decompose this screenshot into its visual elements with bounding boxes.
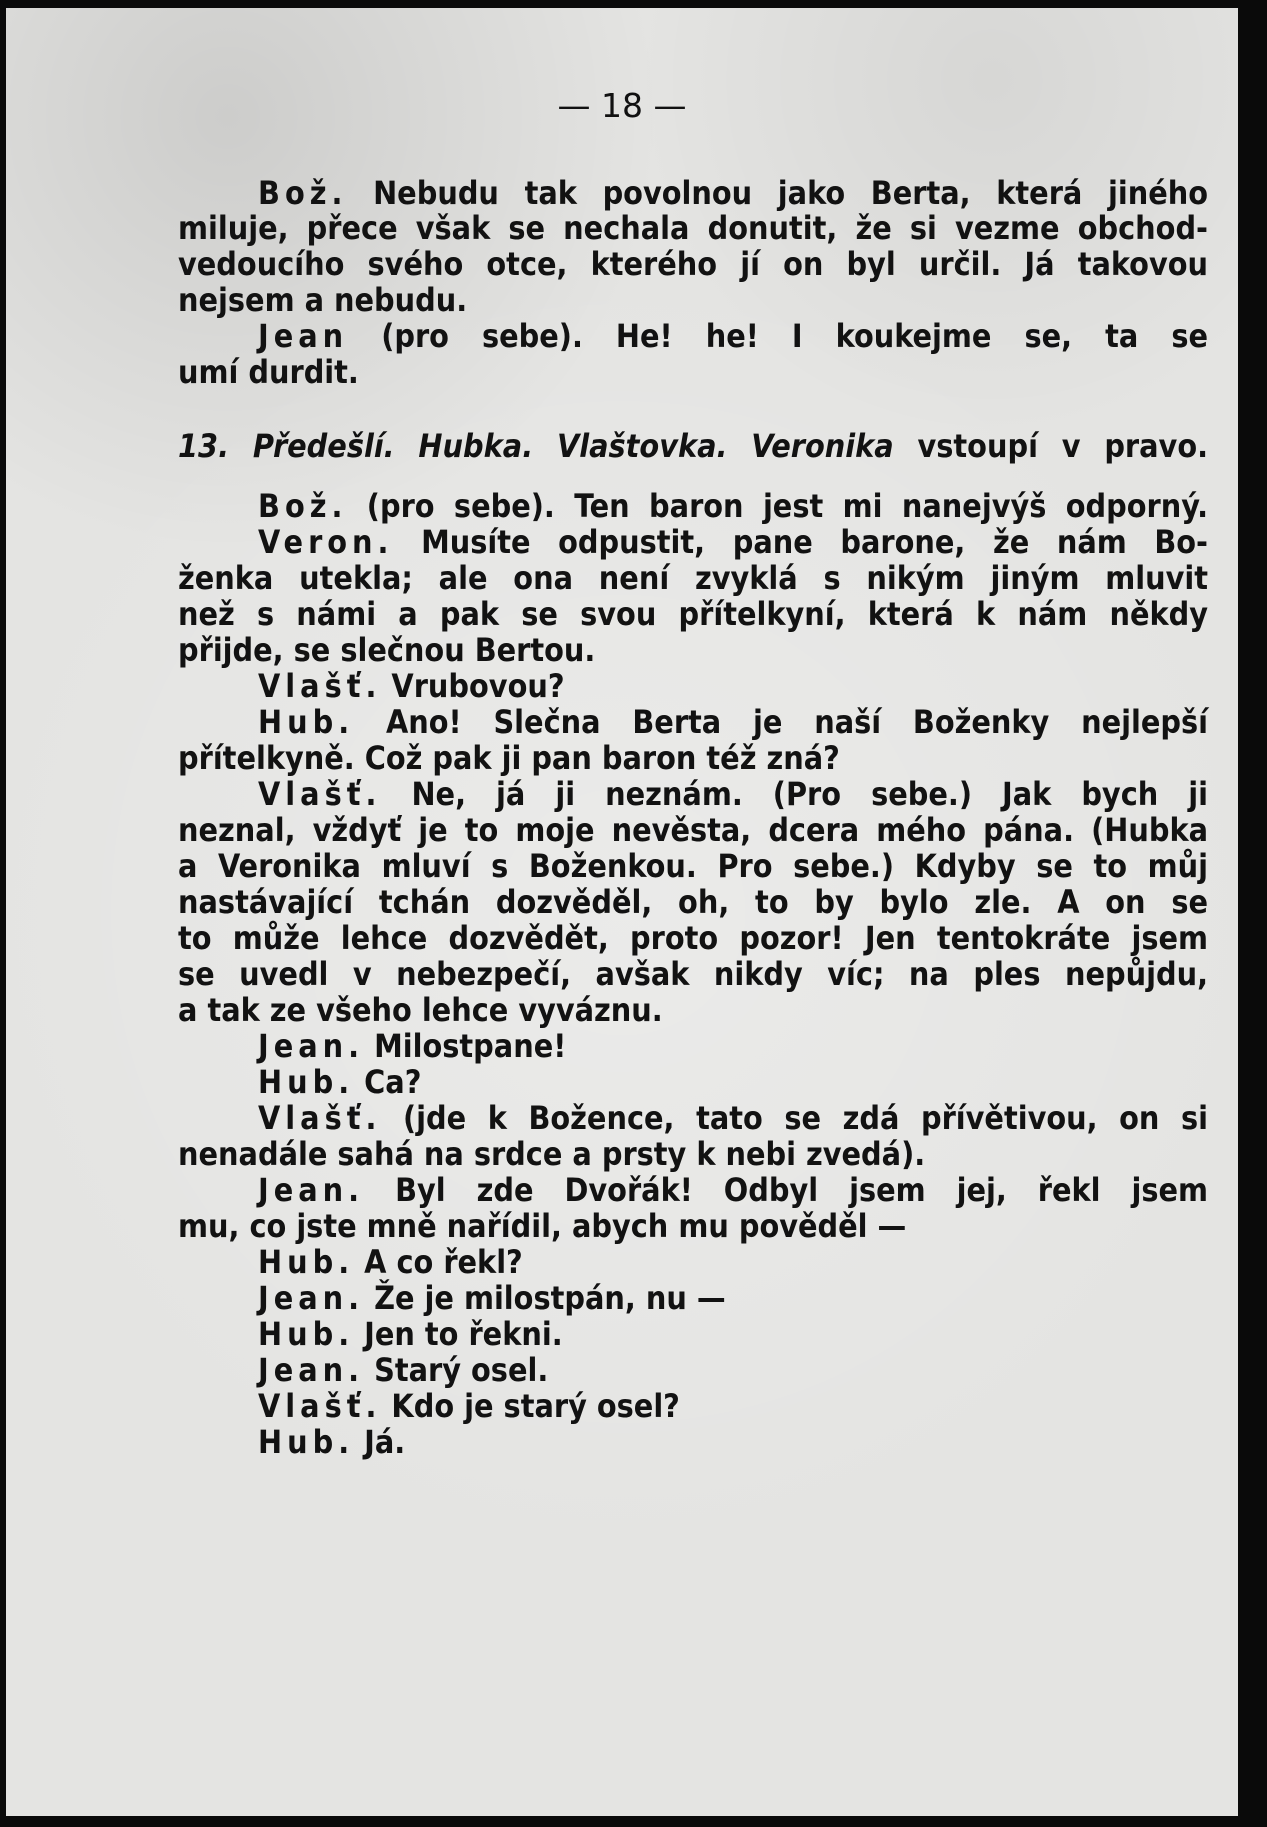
dialogue-text: přijde, se slečnou Bertou.	[178, 631, 596, 669]
dialogue-text: a Veronika mluví s Boženkou. Pro sebe.) Kdyby se to můj	[178, 847, 1208, 885]
page-text	[6, 8, 1238, 1816]
text-line	[258, 774, 1208, 814]
speaker-name: Vlašť.	[258, 667, 382, 705]
text-line	[258, 1314, 1208, 1354]
text-line	[178, 882, 1208, 922]
dialogue-text: to může lehce dozvědět, proto pozor! Jen tentokráte jsem	[178, 919, 1208, 957]
text-line	[178, 208, 1208, 248]
dialogue-text: mu, co jste mně nařídil, abych mu pověděl —	[178, 1207, 907, 1245]
text-line	[178, 594, 1208, 634]
speaker-name: Jean.	[258, 1171, 365, 1209]
text-line	[258, 1386, 1208, 1426]
text-line	[178, 630, 1208, 670]
page-number: — 18 —	[557, 86, 687, 125]
dialogue-text: (pro sebe). He! he! I koukejme se, ta se	[381, 317, 1209, 355]
text-line	[178, 558, 1208, 598]
text-line	[178, 280, 1208, 320]
text-line	[258, 522, 1208, 562]
text-line	[258, 1098, 1208, 1138]
dialogue-text: se uvedl v nebezpečí, avšak nikdy víc; na ples nepůjdu,	[178, 955, 1208, 993]
dialogue-text: a tak ze všeho lehce vyváznu.	[178, 991, 663, 1029]
text-line	[178, 918, 1208, 958]
text-line	[178, 352, 1208, 392]
speaker-name: Hub.	[258, 1315, 355, 1353]
scene-heading	[178, 426, 1208, 466]
dialogue-text: Ano! Slečna Berta je naší Boženky nejlepší	[385, 703, 1209, 741]
dialogue-text: Milostpane!	[374, 1027, 567, 1065]
text-line	[178, 1134, 1208, 1174]
speaker-name: Jean.	[258, 1027, 365, 1065]
text-line	[258, 702, 1208, 742]
speaker-name: Hub.	[258, 1063, 355, 1101]
text-line	[178, 738, 1208, 778]
speaker-name: Vlašť.	[258, 1099, 382, 1137]
speaker-name: Vlašť.	[258, 1387, 382, 1425]
text-line	[178, 954, 1208, 994]
dialogue-text: Já.	[364, 1423, 406, 1461]
dialogue-text: Kdo je starý osel?	[391, 1387, 680, 1425]
speaker-name: Bož.	[258, 487, 348, 525]
dialogue-text: miluje, přece však se nechala donutit, že si vezme obchod-	[178, 209, 1208, 247]
text-line	[258, 1422, 1208, 1462]
dialogue-text: (jde k Božence, tato se zdá přívětivou, on si	[403, 1099, 1209, 1137]
dialogue-text: Musíte odpustit, pane barone, že nám Bo-	[421, 523, 1209, 561]
dialogue-text: Starý osel.	[374, 1351, 549, 1389]
dialogue-text: Že je milostpán, nu —	[374, 1279, 726, 1317]
text-line	[178, 244, 1208, 284]
dialogue-text: Vrubovou?	[391, 667, 565, 705]
text-line	[258, 173, 1208, 213]
text-line	[258, 1350, 1208, 1390]
text-line	[258, 486, 1208, 526]
speaker-name: Hub.	[258, 703, 355, 741]
stage-direction: vstoupí v pravo.	[917, 427, 1209, 465]
speaker-name: Vlašť.	[258, 775, 382, 813]
text-line	[178, 810, 1208, 850]
text-line	[258, 1278, 1208, 1318]
text-line	[178, 990, 1208, 1030]
text-line	[258, 666, 1208, 706]
book-page	[6, 8, 1238, 1816]
text-line	[258, 316, 1208, 356]
dialogue-text: (pro sebe). Ten baron jest mi nanejvýš odporný.	[366, 487, 1209, 525]
text-line	[258, 1242, 1208, 1282]
scene-characters: Předešlí. Hubka. Vlaštovka. Veronika	[252, 427, 894, 465]
dialogue-text: nastávající tchán dozvěděl, oh, to by bylo zle. A on se	[178, 883, 1208, 921]
text-line	[258, 1170, 1208, 1210]
speaker-name: Veron.	[258, 523, 394, 561]
dialogue-text: nejsem a nebudu.	[178, 281, 468, 319]
dialogue-text: nenadále sahá na srdce a prsty k nebi zvedá).	[178, 1135, 926, 1173]
dialogue-text: než s námi a pak se svou přítelkyní, která k nám někdy	[178, 595, 1208, 633]
scene-number: 13.	[178, 427, 229, 465]
speaker-name: Bož.	[258, 174, 348, 212]
dialogue-text: neznal, vždyť je to moje nevěsta, dcera mého pána. (Hubka	[178, 811, 1208, 849]
text-line	[178, 1206, 1208, 1246]
dialogue-text: vedoucího svého otce, kterého jí on byl určil. Já takovou	[178, 245, 1208, 283]
dialogue-text: Jen to řekni.	[364, 1315, 563, 1353]
speaker-name: Hub.	[258, 1243, 355, 1281]
speaker-name: Jean	[258, 317, 349, 355]
dialogue-text: přítelkyně. Což pak ji pan baron též zná?	[178, 739, 840, 777]
speaker-name: Jean.	[258, 1279, 365, 1317]
speaker-name: Hub.	[258, 1423, 355, 1461]
dialogue-text: Ne, já ji neznám. (Pro sebe.) Jak bych ji	[411, 775, 1209, 813]
speaker-name: Jean.	[258, 1351, 365, 1389]
dialogue-text: Nebudu tak povolnou jako Berta, která jiného	[373, 174, 1209, 212]
dialogue-text: A co řekl?	[364, 1243, 523, 1281]
dialogue-text: ženka utekla; ale ona není zvyklá s nikým jiným mluvit	[178, 559, 1208, 597]
text-line	[258, 1062, 1208, 1102]
dialogue-text: Ca?	[364, 1063, 422, 1101]
dialogue-text: umí durdit.	[178, 353, 359, 391]
dialogue-text: Byl zde Dvořák! Odbyl jsem jej, řekl jsem	[395, 1171, 1209, 1209]
text-line	[258, 1026, 1208, 1066]
text-line	[178, 846, 1208, 886]
